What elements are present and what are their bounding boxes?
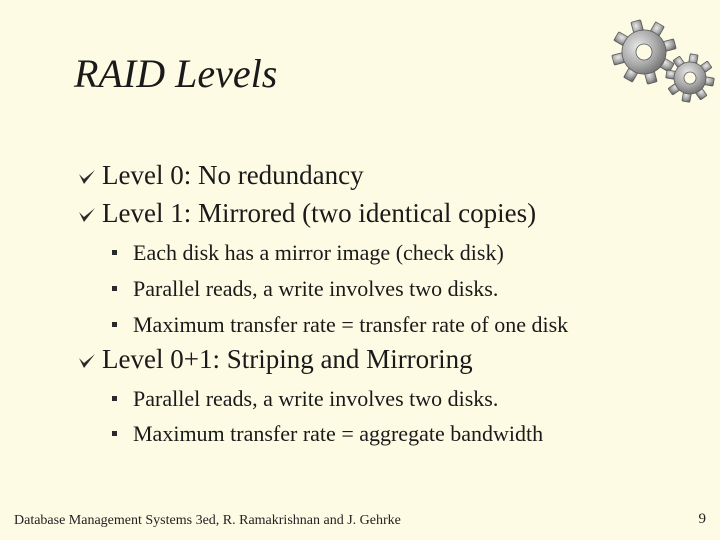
square-bullet-icon	[112, 250, 117, 255]
bullet-text: Level 0+1: Striping and Mirroring	[102, 344, 473, 374]
checkmark-bullet-icon	[78, 168, 96, 186]
checkmark-bullet-icon	[78, 352, 96, 370]
sub-bullet-text: Parallel reads, a write involves two disks.	[133, 386, 499, 411]
sub-bullet-text: Maximum transfer rate = transfer rate of one disk	[133, 312, 569, 337]
checkmark-bullet-icon	[78, 206, 96, 224]
bullet-text: Level 1: Mirrored (two identical copies)	[102, 198, 537, 228]
sub-bullet-text: Maximum transfer rate = aggregate bandwidth	[133, 421, 544, 446]
square-bullet-icon	[112, 431, 117, 436]
square-bullet-icon	[112, 322, 117, 327]
gears-icon	[598, 10, 720, 106]
bullet-text: Level 0: No redundancy	[102, 160, 364, 190]
sub-bullet-text: Each disk has a mirror image (check disk)	[133, 240, 504, 265]
slide-title: RAID Levels	[74, 51, 278, 96]
square-bullet-icon	[112, 396, 117, 401]
page-number: 9	[698, 511, 706, 527]
square-bullet-icon	[112, 286, 117, 291]
slide-footer: Database Management Systems 3ed, R. Ramakrishnan and J. Gehrke	[14, 513, 401, 528]
sub-bullet-text: Parallel reads, a write involves two disks.	[133, 276, 499, 301]
